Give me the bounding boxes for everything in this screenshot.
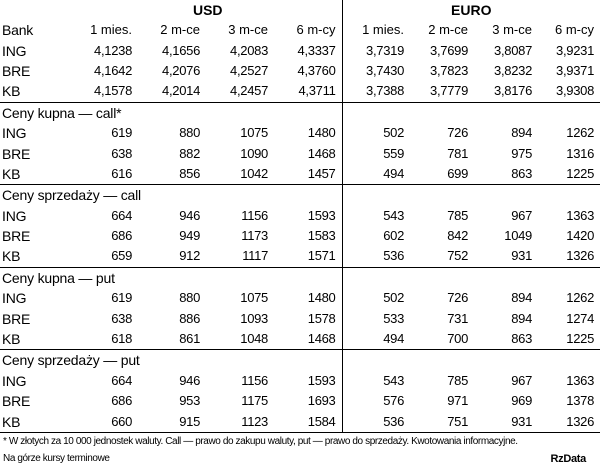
section-title-spacer: [410, 267, 474, 288]
usd-value: 4,3760: [274, 61, 342, 81]
usd-value: 660: [74, 411, 138, 432]
usd-value: 638: [111, 310, 132, 326]
section-title-spacer: [538, 102, 600, 123]
eur-value: 543: [383, 372, 404, 388]
usd-value: 1571: [274, 246, 342, 267]
eur-value: 1225: [566, 165, 595, 181]
eur-value: 494: [383, 165, 404, 181]
usd-header: USD: [74, 0, 342, 20]
usd-value: 616: [111, 165, 132, 181]
section-title-spacer: [274, 350, 342, 371]
usd-value: 619: [111, 125, 132, 141]
usd-value: 1468: [274, 143, 342, 163]
usd-value: 1075: [240, 125, 268, 141]
usd-value: 619: [111, 290, 132, 306]
eur-value: 3,9308: [556, 83, 595, 99]
eur-value: 752: [447, 248, 468, 264]
eur-value: 533: [383, 310, 404, 326]
eur-value: 751: [410, 411, 474, 432]
eur-value: 931: [474, 411, 538, 432]
usd-period-1m: 1 mies.: [90, 22, 132, 38]
eur-value: 1378: [566, 393, 595, 409]
usd-value: 1156: [241, 207, 268, 223]
usd-value: 880: [179, 125, 200, 141]
eur-period-3m: 3 m-ce: [492, 22, 532, 38]
eur-value: 894: [511, 290, 532, 306]
table-row: [0, 81, 600, 102]
euro-header: EURO: [451, 2, 492, 18]
section-title-spacer: [538, 350, 600, 371]
usd-value: 1048: [240, 331, 268, 347]
eur-value: 726: [447, 290, 468, 306]
usd-value: 1480: [274, 288, 342, 308]
table-row: [0, 391, 600, 411]
table-row: [0, 226, 600, 246]
table-row: [0, 371, 600, 391]
eur-value: 3,7823: [430, 62, 468, 78]
eur-value: 576: [383, 393, 404, 409]
eur-value: 1225: [566, 331, 595, 347]
eur-value: 502: [383, 125, 404, 141]
eur-value: 931: [511, 248, 532, 264]
usd-value: 4,2014: [162, 83, 200, 99]
eur-value: 785: [447, 372, 468, 388]
eur-value: 1326: [538, 411, 600, 432]
eur-value: 3,7699: [430, 42, 468, 58]
usd-value: 1093: [240, 310, 268, 326]
usd-value: 4,3337: [274, 40, 342, 60]
eur-value: 967: [511, 372, 532, 388]
eur-value: 967: [511, 207, 532, 223]
eur-period-1m: 1 mies.: [362, 22, 404, 38]
usd-value: 949: [179, 228, 200, 244]
section-title: Ceny kupna — put: [0, 267, 274, 288]
bank-name: ING: [2, 290, 27, 307]
eur-value: 3,8232: [494, 62, 532, 78]
eur-value: 502: [383, 290, 404, 306]
usd-value: 915: [138, 411, 206, 432]
eur-value: 731: [447, 310, 468, 326]
table-row: [0, 61, 600, 81]
usd-value: 1175: [241, 393, 268, 409]
eur-value: 602: [383, 228, 404, 244]
eur-value: 1274: [566, 310, 595, 326]
section-title: Ceny sprzedaży — put: [0, 350, 274, 371]
section-title-row: [0, 102, 600, 123]
usd-value: 659: [111, 248, 132, 264]
eur-value: 1262: [566, 125, 595, 141]
usd-value: 1090: [240, 145, 268, 161]
section-title-spacer: [474, 185, 538, 206]
usd-value: 664: [111, 207, 132, 223]
usd-value: 1156: [241, 372, 268, 388]
eur-value: 543: [383, 207, 404, 223]
usd-value: 664: [111, 372, 132, 388]
section-title-spacer: [342, 350, 410, 371]
eur-value: 781: [447, 145, 468, 161]
eur-value: 1326: [566, 248, 595, 264]
bank-name: ING: [2, 372, 27, 389]
bank-name: KB: [0, 411, 74, 432]
eur-value: 3,8176: [494, 83, 532, 99]
usd-value: 1173: [241, 228, 268, 244]
usd-value: 4,1238: [94, 42, 132, 58]
section-title-spacer: [274, 267, 342, 288]
eur-value: 863: [511, 165, 532, 181]
table-row: [0, 288, 600, 308]
usd-value: 4,1578: [94, 83, 132, 99]
bank-name: ING: [2, 125, 27, 142]
eur-value: 494: [383, 331, 404, 347]
usd-value: 861: [179, 331, 200, 347]
section-title: Ceny kupna — call*: [0, 102, 274, 123]
usd-value: 4,2083: [230, 42, 268, 58]
usd-value: 686: [111, 393, 132, 409]
usd-value: 1693: [274, 391, 342, 411]
section-title-spacer: [274, 185, 342, 206]
section-title-spacer: [410, 185, 474, 206]
bank-name: KB: [2, 331, 21, 348]
eur-value: 1420: [566, 228, 595, 244]
source-label: RzData: [550, 453, 586, 465]
table-row: [0, 411, 600, 432]
usd-value: 1480: [274, 123, 342, 143]
section-title-spacer: [538, 267, 600, 288]
eur-value: 1316: [566, 145, 595, 161]
eur-value: 863: [511, 331, 532, 347]
usd-value: 912: [179, 248, 200, 264]
eur-value: 1363: [566, 372, 595, 388]
section-title-spacer: [342, 185, 410, 206]
table-row: [0, 40, 600, 60]
table-row: [0, 206, 600, 226]
section-title-spacer: [474, 102, 538, 123]
usd-value: 882: [179, 145, 200, 161]
usd-value: 618: [111, 331, 132, 347]
section-title-spacer: [538, 185, 600, 206]
footnote: * W złotych za 10 000 jednostek waluty. Call — prawo do zakupu waluty, put — prawo do sprzedaży. Kwotowania informacyjne.: [3, 436, 518, 447]
usd-period-2m: 2 m-ce: [160, 22, 200, 38]
usd-value: 4,1656: [162, 42, 200, 58]
section-title-spacer: [342, 102, 410, 123]
table-row: [0, 143, 600, 163]
usd-value: 4,3711: [274, 81, 342, 102]
eur-value: 536: [383, 248, 404, 264]
eur-value: 1363: [566, 207, 595, 223]
usd-period-3m: 3 m-ce: [228, 22, 268, 38]
usd-value: 1468: [274, 329, 342, 350]
section-title: Ceny sprzedaży — call: [0, 185, 274, 206]
section-title-row: [0, 185, 600, 206]
section-title-spacer: [410, 102, 474, 123]
usd-value: 856: [179, 165, 200, 181]
eur-value: 699: [447, 165, 468, 181]
usd-value: 1583: [274, 226, 342, 246]
eur-period-2m: 2 m-ce: [428, 22, 468, 38]
eur-value: 3,7430: [366, 62, 404, 78]
section-title-spacer: [342, 267, 410, 288]
eur-value: 785: [447, 207, 468, 223]
table-row: [0, 246, 600, 267]
eur-value: 971: [447, 393, 468, 409]
eur-value: 842: [447, 228, 468, 244]
section-title-row: [0, 267, 600, 288]
usd-period-6m: 6 m-cy: [274, 20, 342, 40]
eur-value: 894: [511, 310, 532, 326]
bank-name: KB: [2, 165, 21, 182]
eur-value: 3,7388: [366, 83, 404, 99]
eur-value: 1262: [566, 290, 595, 306]
usd-value: 4,2076: [162, 62, 200, 78]
bank-name: ING: [2, 42, 27, 59]
usd-value: 4,2457: [230, 83, 268, 99]
usd-value: 946: [179, 372, 200, 388]
section-title-spacer: [274, 102, 342, 123]
eur-value: 894: [511, 125, 532, 141]
usd-value: 1593: [274, 371, 342, 391]
section-title-spacer: [410, 350, 474, 371]
bank-name: BRE: [2, 62, 31, 79]
eur-value: 700: [447, 331, 468, 347]
usd-value: 4,2527: [230, 62, 268, 78]
table-row: [0, 308, 600, 328]
eur-value: 3,9231: [556, 42, 595, 58]
eur-value: 3,9371: [556, 62, 595, 78]
usd-value: 4,1642: [94, 62, 132, 78]
eur-value: 536: [342, 411, 410, 432]
eur-value: 726: [447, 125, 468, 141]
bank-name: BRE: [2, 145, 31, 162]
usd-value: 638: [111, 145, 132, 161]
table-row: [0, 164, 600, 185]
usd-value: 686: [111, 228, 132, 244]
eur-value: 975: [511, 145, 532, 161]
bank-name: KB: [2, 248, 21, 265]
usd-value: 1042: [240, 165, 268, 181]
table-row: [0, 329, 600, 350]
usd-value: 1117: [242, 248, 268, 264]
bank-name: BRE: [2, 393, 31, 410]
bank-name: KB: [2, 83, 21, 100]
eur-value: 559: [383, 145, 404, 161]
usd-value: 1123: [206, 411, 274, 432]
eur-value: 1049: [504, 228, 532, 244]
table-row: [0, 123, 600, 143]
usd-value: 1578: [274, 308, 342, 328]
eur-value: 3,8087: [494, 42, 532, 58]
usd-value: 953: [179, 393, 200, 409]
section-title-row: [0, 350, 600, 371]
bank-name: BRE: [2, 310, 31, 327]
period-header-row: [0, 20, 600, 40]
eur-value: 969: [511, 393, 532, 409]
currency-header-row: [0, 0, 600, 20]
usd-value: 886: [179, 310, 200, 326]
subnote: Na górze kursy terminowe: [3, 453, 110, 464]
usd-value: 946: [179, 207, 200, 223]
usd-value: 1075: [240, 290, 268, 306]
section-title-spacer: [474, 350, 538, 371]
usd-value: 1584: [274, 411, 342, 432]
eur-period-6m: 6 m-cy: [555, 22, 595, 38]
usd-value: 1593: [274, 206, 342, 226]
bank-name: ING: [2, 207, 27, 224]
section-title-spacer: [474, 267, 538, 288]
eur-value: 3,7779: [430, 83, 468, 99]
usd-value: 1457: [274, 164, 342, 185]
bank-name: BRE: [2, 228, 31, 245]
usd-value: 880: [179, 290, 200, 306]
bank-header: Bank: [2, 22, 34, 39]
eur-value: 3,7319: [366, 42, 404, 58]
